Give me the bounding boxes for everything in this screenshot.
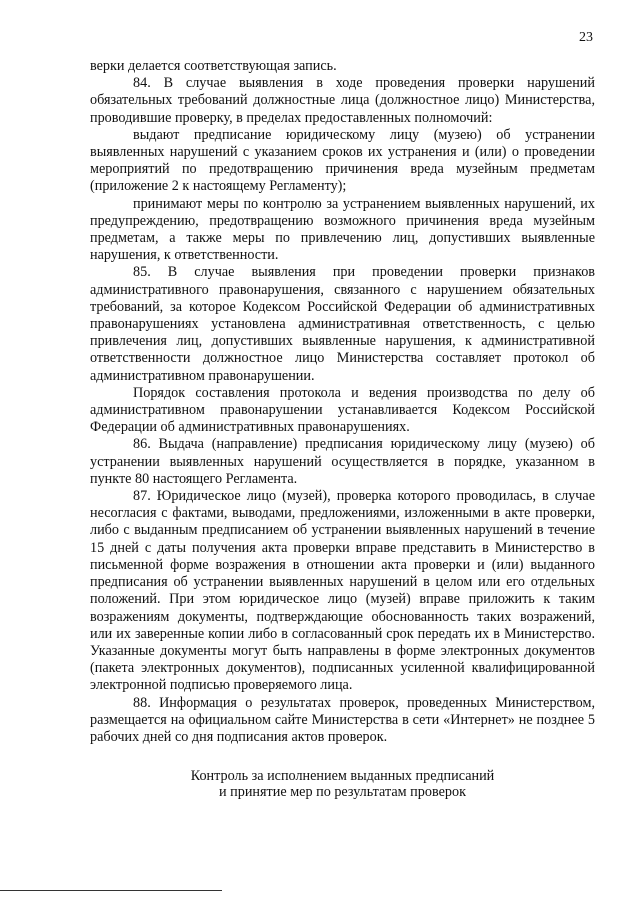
paragraph-85: 85. В случае выявления при проведении проверки признаков административного правонарушения, связанного с нарушением обязательных требований, за которое Кодексом Российской Федерации об административных правонарушениях установлена административная ответственность, с целью привлечения лиц, допустивших выявленные нарушения, к административной ответственности должностное лицо Министерства составляет протокол об административном правонарушении.: [90, 264, 595, 384]
paragraph-87: 87. Юридическое лицо (музей), проверка которого проводилась, в случае несогласия с фактами, выводами, предложениями, изложенными в акте проверки, либо с выданным предписанием об устранении выявленных нарушений в течение 15 дней с даты получения акта проверки вправе представить в Министерство в письменной форме возражения в отношении акта проверки и (или) выданного предписания об устранении выявленных нарушений в целом или его отдельных положений. При этом юридическое лицо (музей) вправе приложить к таким возражениям документы, подтверждающие обоснованность таких возражений, или их заверенные копии либо в согласованный срок передать их в Министерство. Указанные документы могут быть направлены в форме электронных документов (пакета электронных документов), подписанных усиленной квалифицированной электронной подписью проверяемого лица.: [90, 488, 595, 694]
paragraph-85-procedure: Порядок составления протокола и ведения производства по делу об административном правонарушении устанавливается Кодексом Российской Федерации об административных правонарушениях.: [90, 384, 595, 436]
section-heading-line-2: и принятие мер по результатам проверок: [219, 784, 466, 801]
section-heading-line-1: Контроль за исполнением выданных предписаний: [190, 768, 495, 785]
section-heading: [90, 768, 595, 800]
page-number: 23: [579, 30, 593, 45]
paragraph-84-issue-order: выдают предписание юридическому лицу (музею) об устранении выявленных нарушений с указанием сроков их устранения и (или) о проведении мероприятий по предотвращению причинения вреда музейным предметам (приложение 2 к настоящему Регламенту);: [90, 126, 595, 195]
paragraph-84-take-measures: принимают меры по контролю за устранением выявленных нарушений, их предупреждению, предотвращению возможного причинения вреда музейным предметам, а также меры по привлечению лиц, допустивших выявленные нарушения, к ответственности.: [90, 195, 595, 264]
footer-divider: [0, 890, 222, 891]
paragraph-86: 86. Выдача (направление) предписания юридическому лицу (музею) об устранении выявленных нарушений осуществляется в порядке, указанном в пункте 80 настоящего Регламента.: [90, 436, 595, 487]
paragraph-continuation: верки делается соответствующая запись.: [90, 58, 337, 74]
paragraph-88: 88. Информация о результатах проверок, проведенных Министерством, размещается на официальном сайте Министерства в сети «Интернет» не позднее 5 рабочих дней со дня подписания актов проверок.: [90, 694, 595, 745]
paragraph-84: 84. В случае выявления в ходе проведения проверки нарушений обязательных требований должностные лица (должностное лицо) Министерства, проводившие проверку, в пределах предоставленных полномочий:: [90, 75, 595, 126]
document-body: [90, 58, 595, 800]
